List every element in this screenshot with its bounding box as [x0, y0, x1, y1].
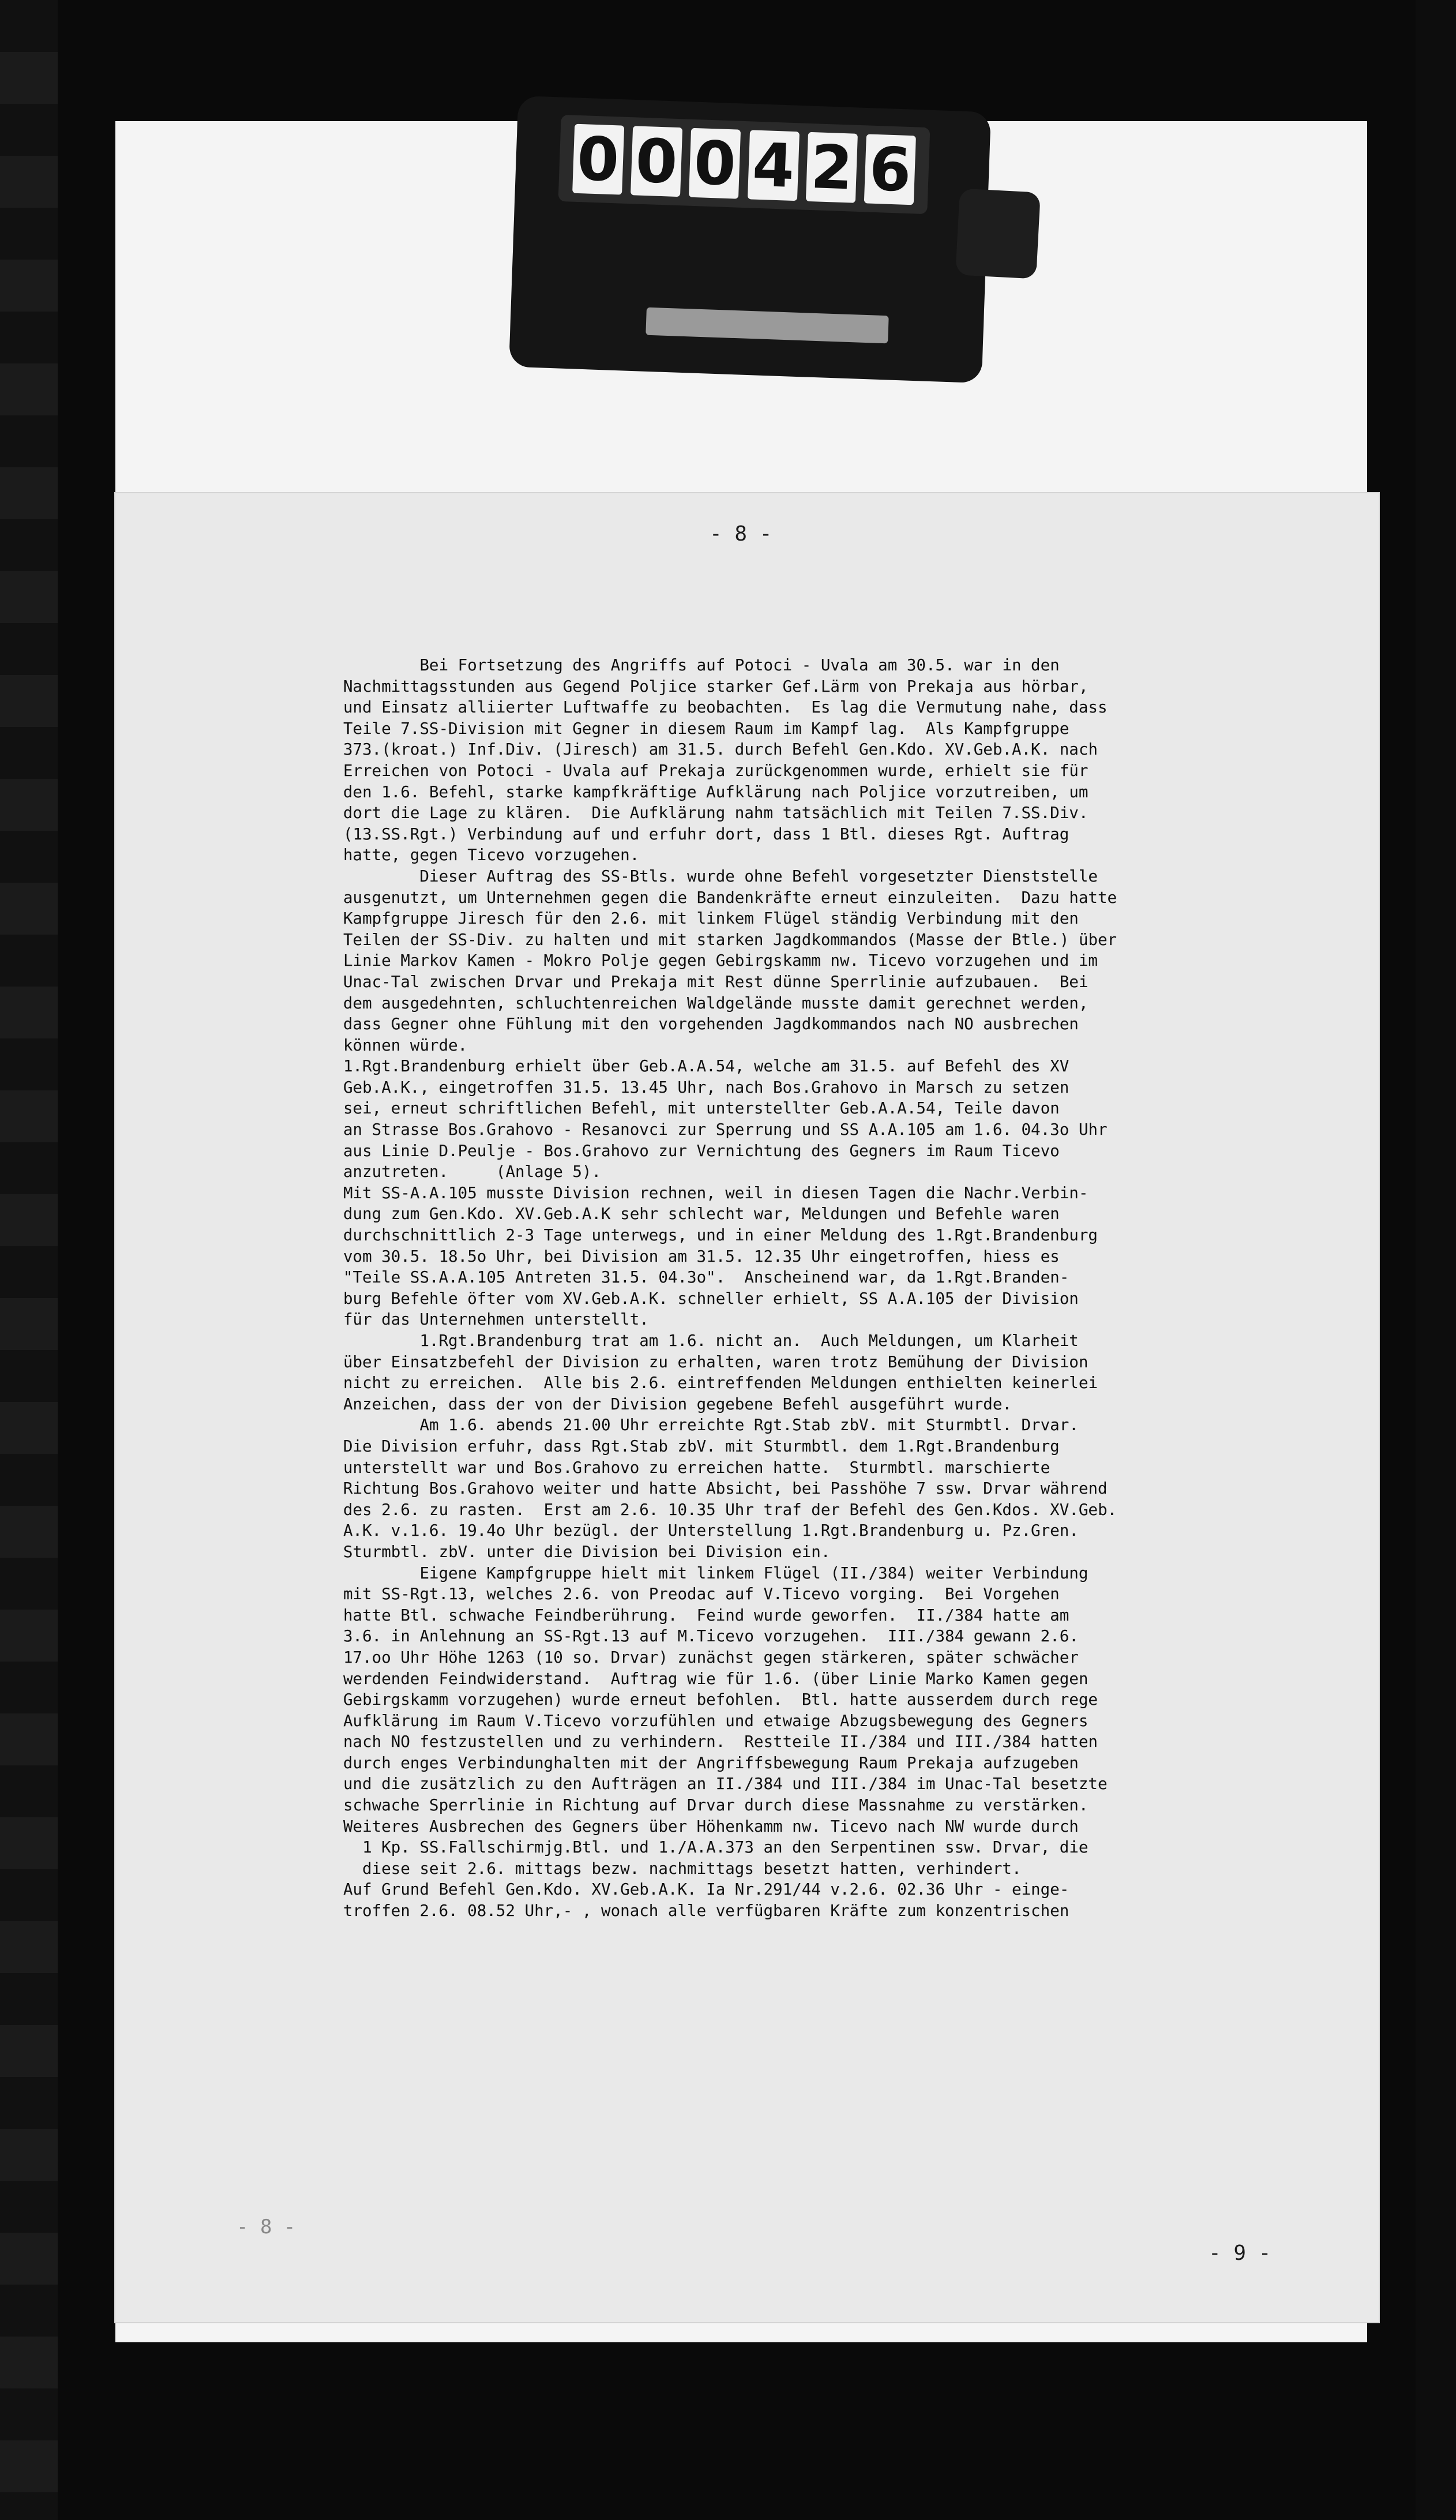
body-line: Bei Fortsetzung des Angriffs auf Potoci - Uvala am 30.5. war in den — [343, 656, 1060, 674]
body-line: Weiteres Ausbrechen des Gegners über Höhenkamm nw. Ticevo nach NW wurde durch — [343, 1817, 1079, 1836]
body-line: Am 1.6. abends 21.00 Uhr erreichte Rgt.Stab zbV. mit Sturmbtl. Drvar. — [343, 1416, 1079, 1435]
counter-window — [558, 115, 930, 214]
body-line: mit SS-Rgt.13, welches 2.6. von Preodac auf V.Ticevo vorging. Bei Vorgehen — [343, 1585, 1060, 1604]
body-line: dort die Lage zu klären. Die Aufklärung nahm tatsächlich mit Teilen 7.SS.Div. — [343, 804, 1089, 823]
body-line: durch enges Verbindunghalten mit der Angriffsbewegung Raum Prekaja aufzugeben — [343, 1753, 1079, 1772]
body-line: troffen 2.6. 08.52 Uhr,- , wonach alle verfügbaren Kräfte zum konzentrischen — [343, 1902, 1070, 1921]
body-line: burg Befehle öfter vom XV.Geb.A.K. schneller erhielt, SS A.A.105 der Division — [343, 1289, 1079, 1308]
body-line: werdenden Feindwiderstand. Auftrag wie für 1.6. (über Linie Marko Kamen gegen — [343, 1669, 1089, 1688]
body-line: Teile 7.SS-Division mit Gegner in diesem Raum im Kampf lag. Als Kampfgruppe — [343, 719, 1070, 738]
body-line: nach NO festzustellen und zu verhindern. Restteile II./384 und III./384 hatten — [343, 1732, 1098, 1752]
body-line: 17.oo Uhr Höhe 1263 (10 so. Drvar) zunächst gegen stärkeren, später schwächer — [343, 1648, 1079, 1667]
body-line: Sturmbtl. zbV. unter die Division bei Division ein. — [343, 1542, 831, 1561]
body-line: Auf Grund Befehl Gen.Kdo. XV.Geb.A.K. Ia Nr.291/44 v.2.6. 02.36 Uhr - einge- — [343, 1880, 1070, 1899]
counter-digit: 0 — [631, 126, 682, 197]
body-line: vom 30.5. 18.5o Uhr, bei Division am 31.5. 12.35 Uhr eingetroffen, hiess es — [343, 1247, 1060, 1266]
body-line: den 1.6. Befehl, starke kampfkräftige Aufklärung nach Poljice vorzutreiben, um — [343, 782, 1089, 801]
body-line: durchschnittlich 2-3 Tage unterwegs, und in einer Meldung des 1.Rgt.Brandenburg — [343, 1226, 1098, 1245]
body-line: Dieser Auftrag des SS-Btls. wurde ohne Befehl vorgesetzter Dienststelle — [343, 867, 1098, 886]
counter-digit: 0 — [572, 124, 624, 195]
body-line: "Teile SS.A.A.105 Antreten 31.5. 04.3o". Anscheinend war, da 1.Rgt.Branden- — [343, 1268, 1070, 1287]
body-line: Gebirgskamm vorzugehen) wurde erneut befohlen. Btl. hatte ausserdem durch rege — [343, 1690, 1098, 1709]
page-number-top: - 8 - — [710, 522, 772, 546]
body-line: Nachmittagsstunden aus Gegend Poljice starker Gef.Lärm von Prekaja aus hörbar, — [343, 677, 1089, 696]
body-line: Aufklärung im Raum V.Ticevo vorzufühlen und etwaige Abzugsbewegung des Gegners — [343, 1711, 1089, 1730]
body-line: 1.Rgt.Brandenburg trat am 1.6. nicht an. Auch Meldungen, um Klarheit — [343, 1332, 1079, 1350]
body-line: über Einsatzbefehl der Division zu erhalten, waren trotz Bemühung der Division — [343, 1352, 1089, 1371]
body-line: 373.(kroat.) Inf.Div. (Jiresch) am 31.5. durch Befehl Gen.Kdo. XV.Geb.A.K. nach — [343, 740, 1098, 759]
body-line: Geb.A.K., eingetroffen 31.5. 13.45 Uhr, nach Bos.Grahovo in Marsch zu setzen — [343, 1078, 1070, 1097]
film-edge-left — [0, 0, 58, 2520]
body-line: A.K. v.1.6. 19.4o Uhr bezügl. der Unterstellung 1.Rgt.Brandenburg u. Pz.Gren. — [343, 1521, 1079, 1540]
counter-digit: 4 — [748, 130, 800, 201]
body-line: Erreichen von Potoci - Uvala auf Prekaja zurückgenommen wurde, erhielt sie für — [343, 761, 1089, 780]
body-line: Kampfgruppe Jiresch für den 2.6. mit linkem Flügel ständig Verbindung mit den — [343, 909, 1079, 928]
body-line: hatte Btl. schwache Feindberührung. Feind wurde geworfen. II./384 hatte am — [343, 1606, 1070, 1625]
body-line: dass Gegner ohne Fühlung mit den vorgehenden Jagdkommandos nach NO ausbrechen — [343, 1015, 1079, 1034]
body-line: und die zusätzlich zu den Aufträgen an II./384 und III./384 im Unac-Tal besetzte — [343, 1775, 1108, 1794]
counter-digit: 2 — [806, 132, 858, 203]
body-line: des 2.6. zu rasten. Erst am 2.6. 10.35 Uhr traf der Befehl des Gen.Kdos. XV.Geb. — [343, 1500, 1117, 1519]
body-line: können würde. — [343, 1036, 468, 1055]
body-line: für das Unternehmen unterstellt. — [343, 1310, 649, 1329]
body-line: ausgenutzt, um Unternehmen gegen die Bandenkräfte erneut einzuleiten. Dazu hatte — [343, 888, 1117, 907]
body-line: dung zum Gen.Kdo. XV.Geb.A.K sehr schlecht war, Meldungen und Befehle waren — [343, 1205, 1060, 1224]
page-body-text — [343, 655, 1335, 1922]
body-line: Linie Markov Kamen - Mokro Polje gegen Gebirgskamm nw. Ticevo vorzugehen und im — [343, 951, 1098, 970]
body-line: Richtung Bos.Grahovo weiter und hatte Absicht, bei Passhöhe 7 ssw. Drvar während — [343, 1479, 1108, 1498]
body-line: Mit SS-A.A.105 musste Division rechnen, weil in diesen Tagen die Nachr.Verbin- — [343, 1183, 1089, 1202]
counter-knob — [955, 188, 1041, 279]
body-line: und Einsatz alliierter Luftwaffe zu beobachten. Es lag die Vermutung nahe, dass — [343, 698, 1108, 717]
frame-counter-device — [502, 81, 1044, 381]
page-number-bottom: - 9 - — [1209, 2241, 1271, 2265]
body-line: dem ausgedehnten, schluchtenreichen Waldgelände musste damit gerechnet werden, — [343, 993, 1089, 1012]
body-line: an Strasse Bos.Grahovo - Resanovci zur Sperrung und SS A.A.105 am 1.6. 04.3o Uhr — [343, 1120, 1108, 1139]
body-line: schwache Sperrlinie in Richtung auf Drvar durch diese Massnahme zu verstärken. — [343, 1796, 1089, 1815]
counter-digit: 6 — [864, 134, 916, 205]
body-line: anzutreten. (Anlage 5). — [343, 1162, 602, 1182]
body-line: unterstellt war und Bos.Grahovo zu erreichen hatte. Sturmbtl. marschierte — [343, 1458, 1050, 1477]
body-line: 1 Kp. SS.Fallschirmjg.Btl. und 1./A.A.373 an den Serpentinen ssw. Drvar, die — [343, 1838, 1089, 1857]
bottom-left-page-mark: - 8 - — [237, 2215, 296, 2238]
body-line: Anzeichen, dass der von der Division gegebene Befehl ausgeführt wurde. — [343, 1394, 1012, 1413]
body-line: 3.6. in Anlehnung an SS-Rgt.13 auf M.Ticevo vorzugehen. III./384 gewann 2.6. — [343, 1627, 1079, 1646]
body-line: sei, erneut schriftlichen Befehl, mit unterstellter Geb.A.A.54, Teile davon — [343, 1099, 1060, 1118]
body-line: Eigene Kampfgruppe hielt mit linkem Flügel (II./384) weiter Verbindung — [343, 1563, 1089, 1582]
body-line: Die Division erfuhr, dass Rgt.Stab zbV. mit Sturmbtl. dem 1.Rgt.Brandenburg — [343, 1437, 1060, 1456]
body-line: (13.SS.Rgt.) Verbindung auf und erfuhr dort, dass 1 Btl. dieses Rgt. Auftrag — [343, 824, 1070, 843]
body-line: Teilen der SS-Div. zu halten und mit starken Jagdkommandos (Masse der Btle.) über — [343, 930, 1117, 949]
body-line: Unac-Tal zwischen Drvar und Prekaja mit Rest dünne Sperrlinie aufzubauen. Bei — [343, 972, 1089, 991]
body-line: hatte, gegen Ticevo vorzugehen. — [343, 846, 640, 865]
film-edge-right — [1416, 0, 1456, 2520]
counter-digit: 0 — [689, 128, 741, 199]
body-line: diese seit 2.6. mittags bezw. nachmittags besetzt hatten, verhindert. — [343, 1859, 1022, 1878]
body-line: nicht zu erreichen. Alle bis 2.6. eintreffenden Meldungen enthielten keinerlei — [343, 1374, 1098, 1393]
body-line: aus Linie D.Peulje - Bos.Grahovo zur Vernichtung des Gegners im Raum Ticevo — [343, 1141, 1060, 1160]
body-line: 1.Rgt.Brandenburg erhielt über Geb.A.A.54, welche am 31.5. auf Befehl des XV — [343, 1057, 1070, 1076]
